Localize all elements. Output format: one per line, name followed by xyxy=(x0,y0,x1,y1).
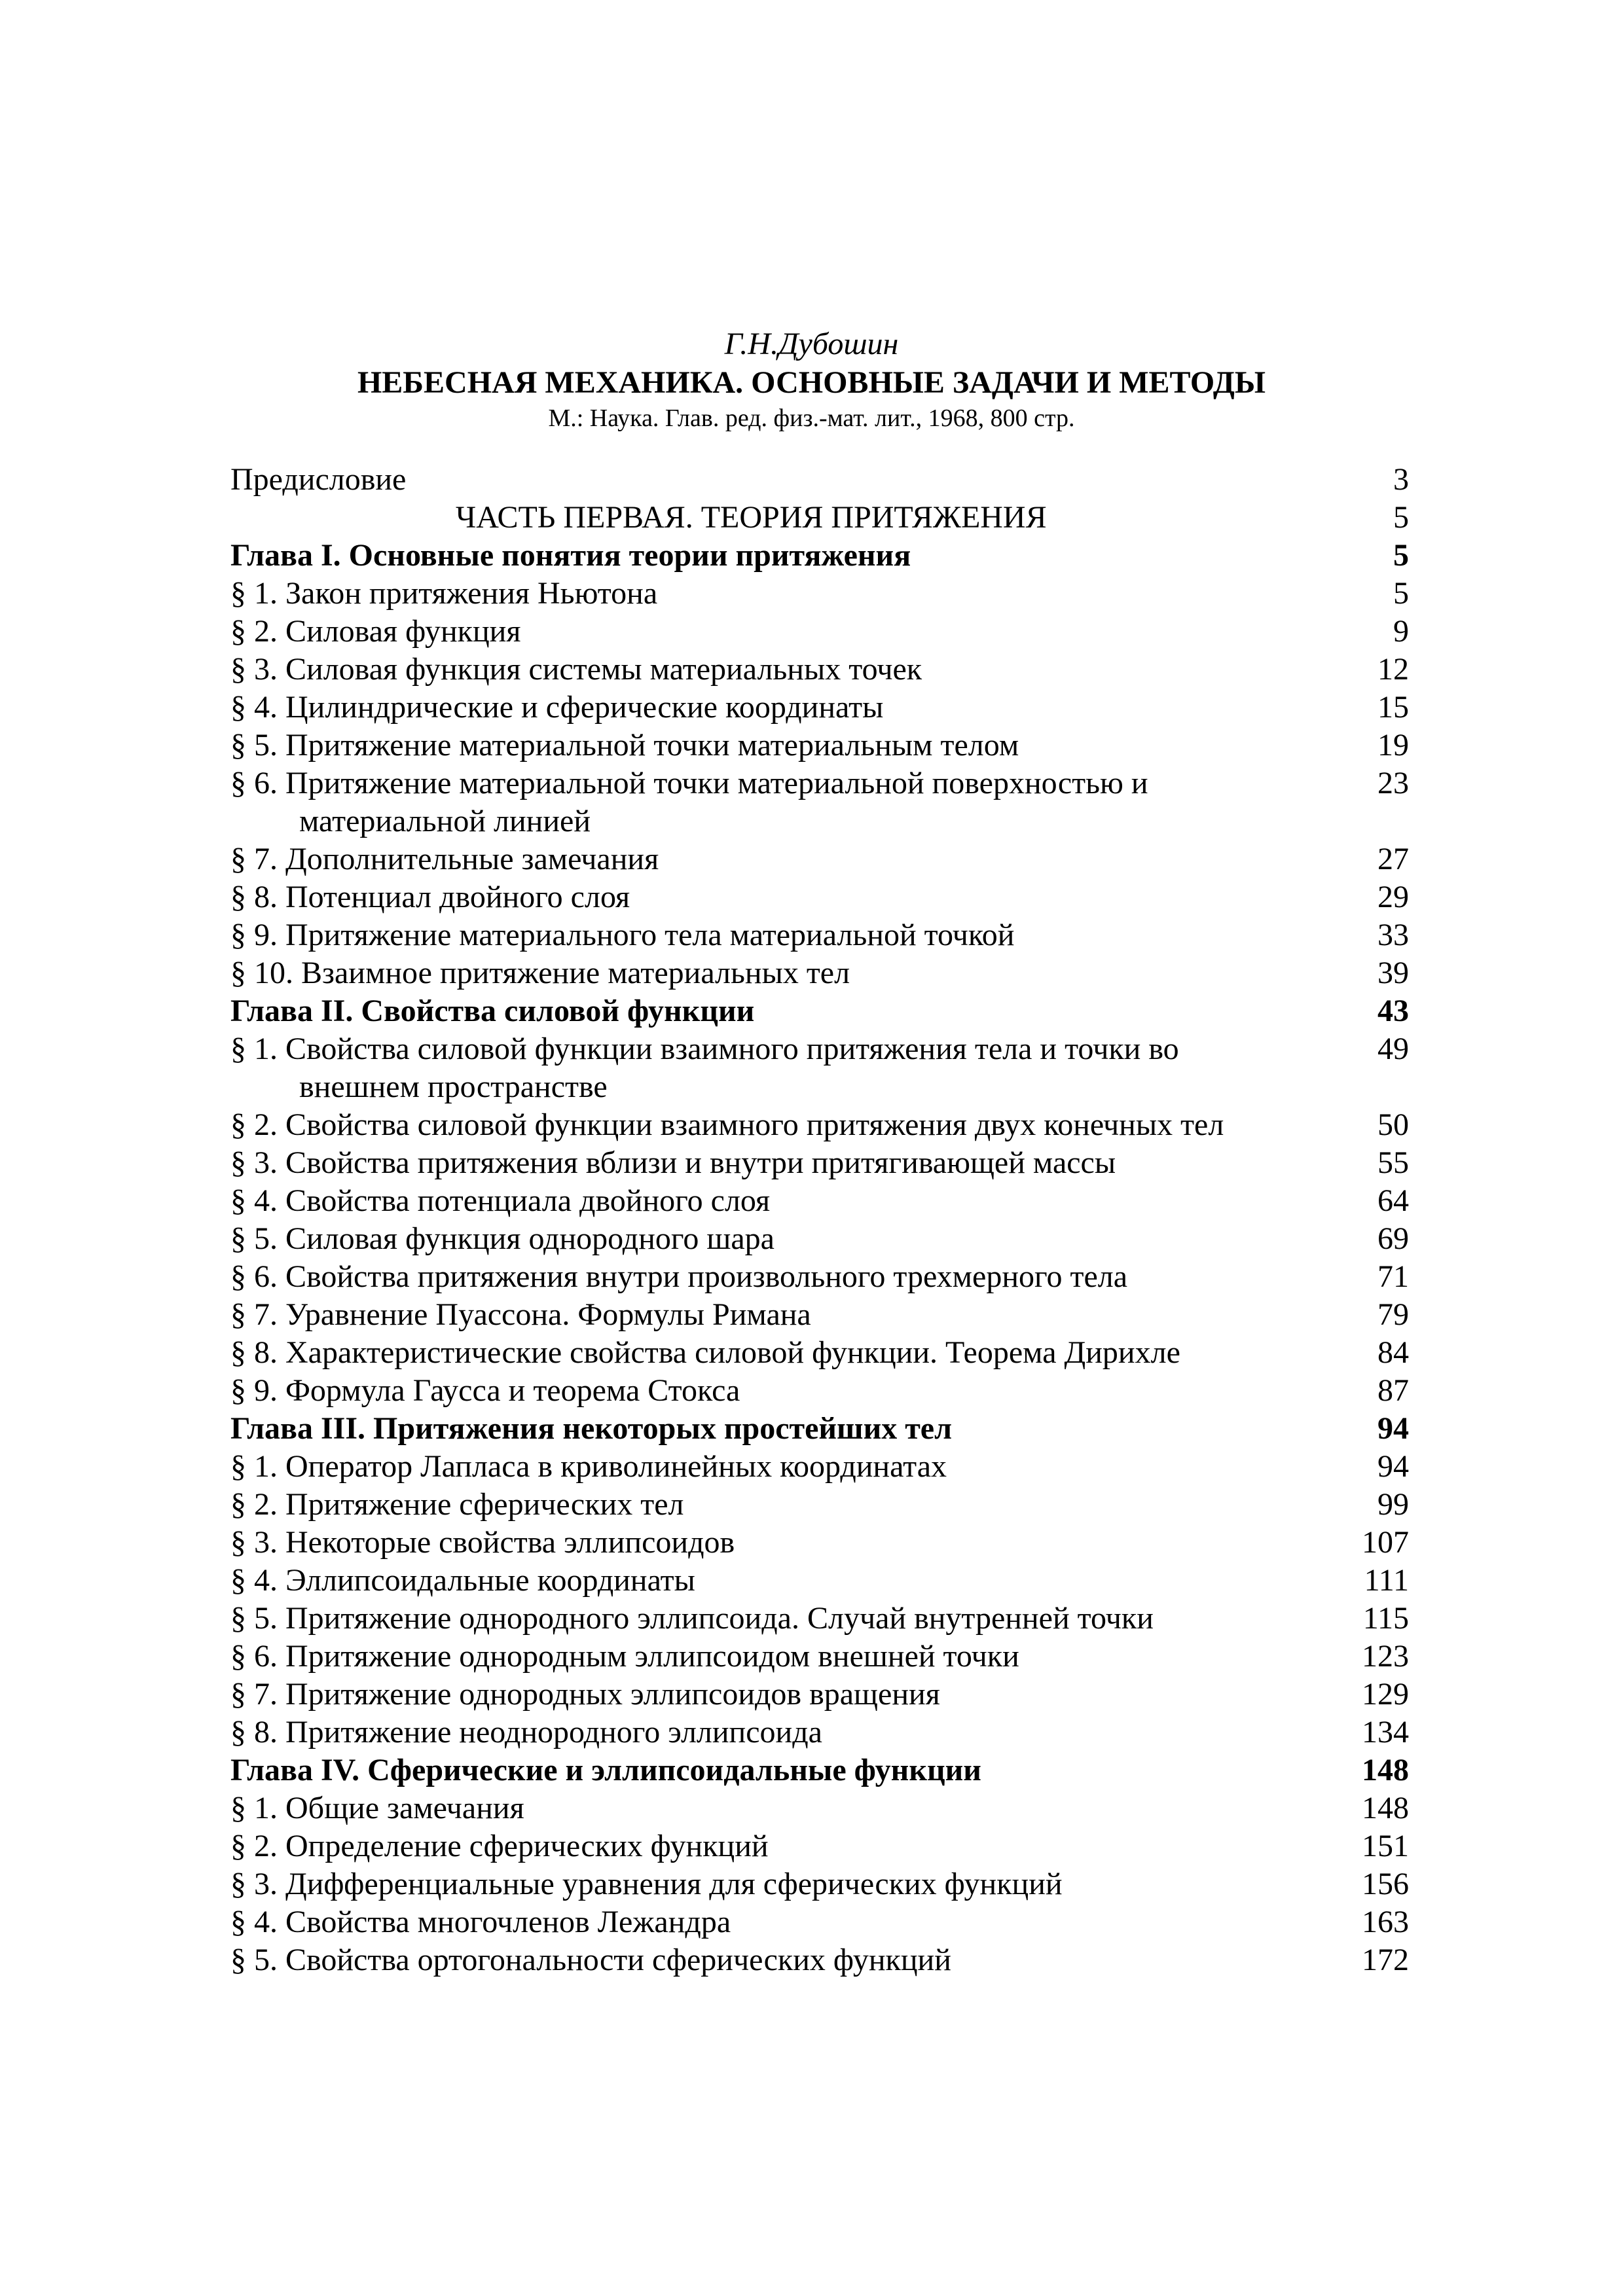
toc-row-section xyxy=(230,1676,1409,1713)
toc-entry-title: § 2. Определение сферических функций xyxy=(230,1829,769,1863)
toc-row-section xyxy=(230,1030,1409,1106)
toc-row-chapter xyxy=(230,1410,1409,1448)
toc-entry-title: § 6. Притяжение однородным эллипсоидом внешней точки xyxy=(230,1639,1019,1674)
toc-page-number: 134 xyxy=(1362,1715,1409,1749)
toc-page-number: 43 xyxy=(1377,994,1409,1028)
toc-entry-title: § 6. Притяжение материальной точки материальной поверхностью и материальной линией xyxy=(230,766,1148,838)
toc-row-section xyxy=(230,1182,1409,1220)
toc-row-section xyxy=(230,1600,1409,1638)
toc-row-section xyxy=(230,1562,1409,1600)
toc-entry-title: § 1. Общие замечания xyxy=(230,1791,524,1825)
toc-entry-title: § 5. Силовая функция однородного шара xyxy=(230,1221,775,1256)
toc-entry-title: § 3. Некоторые свойства эллипсоидов xyxy=(230,1525,735,1560)
toc-entry-title: § 4. Эллипсоидальные координаты xyxy=(230,1563,695,1598)
toc-page-number: 107 xyxy=(1362,1525,1409,1560)
toc-row-section xyxy=(230,689,1409,726)
toc-entry-title: § 6. Свойства притяжения внутри произвольного трехмерного тела xyxy=(230,1259,1128,1294)
toc-page-number: 94 xyxy=(1377,1411,1409,1446)
toc-page-number: 156 xyxy=(1362,1867,1409,1901)
imprint: М.: Наука. Глав. ред. физ.-мат. лит., 1968, 800 стр. xyxy=(548,404,1075,432)
toc-row-section xyxy=(230,878,1409,916)
toc-page-number: 99 xyxy=(1377,1487,1409,1522)
toc-row-section xyxy=(230,916,1409,954)
toc-page-number: 69 xyxy=(1377,1221,1409,1256)
toc-entry-title: § 1. Оператор Лапласа в криволинейных координатах xyxy=(230,1449,947,1484)
toc-row-section xyxy=(230,1486,1409,1524)
toc-page-number: 49 xyxy=(1377,1031,1409,1066)
toc-page-number: 94 xyxy=(1377,1449,1409,1484)
toc-page-number: 5 xyxy=(1393,538,1409,573)
toc-page-number: 27 xyxy=(1377,842,1409,876)
toc-page-number: 15 xyxy=(1377,690,1409,725)
toc-page-number: 111 xyxy=(1364,1563,1409,1598)
toc-row-section xyxy=(230,613,1409,651)
toc-entry-title: § 2. Свойства силовой функции взаимного притяжения двух конечных тел xyxy=(230,1107,1224,1142)
toc-row-section xyxy=(230,1638,1409,1676)
toc-row-section xyxy=(230,726,1409,764)
toc-page-number: 50 xyxy=(1377,1107,1409,1142)
toc-row-section xyxy=(230,1220,1409,1258)
toc-row-section xyxy=(230,954,1409,992)
toc-row-section xyxy=(230,1258,1409,1296)
toc-row-section xyxy=(230,1144,1409,1182)
toc-entry-title: § 4. Цилиндрические и сферические координаты xyxy=(230,690,884,725)
toc-row-section xyxy=(230,1334,1409,1372)
toc-entry-title: § 9. Формула Гаусса и теорема Стокса xyxy=(230,1373,740,1408)
toc-page-number: 71 xyxy=(1377,1259,1409,1294)
toc-entry-title: § 8. Притяжение неоднородного эллипсоида xyxy=(230,1715,822,1749)
toc-page-number: 19 xyxy=(1377,728,1409,762)
toc-entry-title: ЧАСТЬ ПЕРВАЯ. ТЕОРИЯ ПРИТЯЖЕНИЯ xyxy=(456,500,1047,535)
toc-page-number: 148 xyxy=(1362,1791,1409,1825)
toc-page-number: 3 xyxy=(1393,462,1409,497)
toc-entry-title: § 7. Притяжение однородных эллипсоидов вращения xyxy=(230,1677,940,1712)
toc-page-number: 64 xyxy=(1377,1183,1409,1218)
toc-page-number: 148 xyxy=(1362,1753,1409,1787)
book-title: НЕБЕСНАЯ МЕХАНИКА. ОСНОВНЫЕ ЗАДАЧИ И МЕТОДЫ xyxy=(357,365,1266,400)
toc-entry-title: § 2. Притяжение сферических тел xyxy=(230,1487,684,1522)
author: Г.Н.Дубошин xyxy=(724,327,899,361)
toc-entry-title: § 7. Уравнение Пуассона. Формулы Римана xyxy=(230,1297,811,1332)
toc-entry-title: § 3. Свойства притяжения вблизи и внутри притягивающей массы xyxy=(230,1145,1116,1180)
toc-page-number: 129 xyxy=(1362,1677,1409,1712)
toc-row-section xyxy=(230,1448,1409,1486)
toc-row-section xyxy=(230,764,1409,840)
toc-page-number: 9 xyxy=(1393,614,1409,649)
toc-row-section xyxy=(230,1713,1409,1751)
toc-entry-title: § 2. Силовая функция xyxy=(230,614,521,649)
toc-page-number: 84 xyxy=(1377,1335,1409,1370)
toc-page-number: 12 xyxy=(1377,652,1409,687)
toc-page-number: 151 xyxy=(1362,1829,1409,1863)
toc-page-number: 172 xyxy=(1362,1943,1409,1977)
toc-page-number: 79 xyxy=(1377,1297,1409,1332)
toc-entry-title: § 5. Свойства ортогональности сферических функций xyxy=(230,1943,951,1977)
toc-entry-title: Предисловие xyxy=(230,462,407,497)
toc-page-number: 5 xyxy=(1393,576,1409,611)
toc-row-section xyxy=(230,575,1409,613)
toc-row-part xyxy=(230,499,1409,537)
toc-page-number: 123 xyxy=(1362,1639,1409,1674)
toc-row-section xyxy=(230,651,1409,689)
toc-entry-title: § 10. Взаимное притяжение материальных тел xyxy=(230,956,850,990)
toc-page-number: 5 xyxy=(1393,500,1409,535)
toc-page-number: 33 xyxy=(1377,918,1409,952)
toc-row-chapter xyxy=(230,537,1409,575)
toc-row-section xyxy=(230,1941,1409,1979)
toc-entry-title: Глава I. Основные понятия теории притяжения xyxy=(230,538,911,573)
toc-page-number: 163 xyxy=(1362,1905,1409,1939)
toc-row-section xyxy=(230,1865,1409,1903)
toc-entry-title: § 3. Дифференциальные уравнения для сферических функций xyxy=(230,1867,1063,1901)
toc-row-section xyxy=(230,1296,1409,1334)
toc-entry-title: Глава IV. Сферические и эллипсоидальные функции xyxy=(230,1753,981,1787)
toc-entry-title: § 4. Свойства многочленов Лежандра xyxy=(230,1905,731,1939)
toc-page-number: 115 xyxy=(1362,1601,1409,1636)
toc-row-section xyxy=(230,1789,1409,1827)
toc-page-number: 29 xyxy=(1377,880,1409,914)
toc-entry-title: § 1. Закон притяжения Ньютона xyxy=(230,576,658,611)
toc-entry-title: Глава II. Свойства силовой функции xyxy=(230,994,755,1028)
table-of-contents xyxy=(230,461,1409,1979)
toc-row-section xyxy=(230,1372,1409,1410)
toc-entry-title: § 5. Притяжение однородного эллипсоида. Случай внутренней точки xyxy=(230,1601,1154,1636)
toc-page-number: 55 xyxy=(1377,1145,1409,1180)
toc-row-section xyxy=(230,840,1409,878)
toc-entry-title: § 8. Потенциал двойного слоя xyxy=(230,880,630,914)
toc-row-section xyxy=(230,1903,1409,1941)
toc-entry-title: Глава III. Притяжения некоторых простейших тел xyxy=(230,1411,953,1446)
toc-row-chapter xyxy=(230,992,1409,1030)
toc-row-preface xyxy=(230,461,1409,499)
toc-entry-title: § 8. Характеристические свойства силовой функции. Теорема Дирихле xyxy=(230,1335,1180,1370)
toc-page-number: 39 xyxy=(1377,956,1409,990)
toc-entry-title: § 5. Притяжение материальной точки материальным телом xyxy=(230,728,1019,762)
toc-page-number: 87 xyxy=(1377,1373,1409,1408)
toc-row-section xyxy=(230,1524,1409,1562)
toc-entry-title: § 1. Свойства силовой функции взаимного притяжения тела и точки во внешнем пространстве xyxy=(230,1031,1179,1104)
toc-entry-title: § 7. Дополнительные замечания xyxy=(230,842,659,876)
toc-page-number: 23 xyxy=(1377,766,1409,800)
toc-row-section xyxy=(230,1106,1409,1144)
toc-entry-title: § 4. Свойства потенциала двойного слоя xyxy=(230,1183,771,1218)
toc-row-section xyxy=(230,1827,1409,1865)
toc-entry-title: § 9. Притяжение материального тела материальной точкой xyxy=(230,918,1015,952)
toc-entry-title: § 3. Силовая функция системы материальных точек xyxy=(230,652,922,687)
toc-row-chapter xyxy=(230,1751,1409,1789)
document-header xyxy=(0,325,1623,435)
